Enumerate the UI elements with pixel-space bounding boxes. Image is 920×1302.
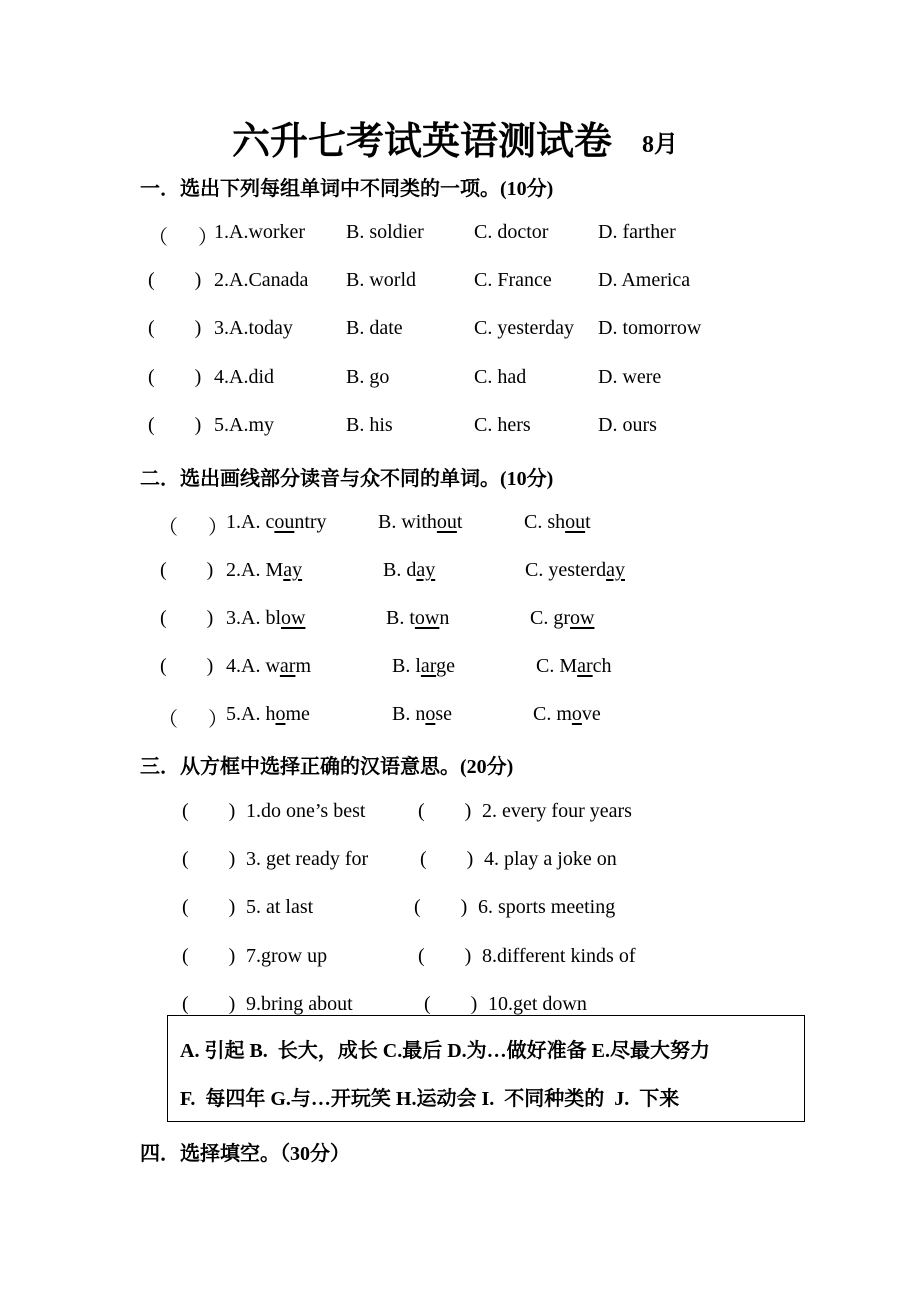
option-c (525, 559, 625, 582)
option-a: 4.A.did (214, 366, 274, 388)
answer-blank: ( ) (182, 896, 236, 918)
option-d: D. America (598, 269, 691, 291)
option-d: D. were (598, 366, 662, 388)
answer-blank: （ ） (158, 709, 228, 731)
underlined-letters: ow (281, 607, 306, 629)
option-a: 5.A.my (214, 414, 274, 436)
phrase: 9.bring about (246, 993, 353, 1015)
underlined-letters: ou (436, 511, 457, 533)
answer-blank: ( ) (148, 269, 202, 291)
word-part: 2.A. M (226, 559, 284, 581)
answer-blank: ( ) (148, 366, 202, 388)
option-b (386, 607, 449, 630)
underlined-letters: ar (279, 655, 296, 677)
word-part: B. n (392, 703, 426, 725)
option-a: 1.A.worker (214, 221, 306, 243)
word-part: t (585, 511, 591, 533)
word-part: 1.A. c (226, 511, 275, 533)
word-part: B. l (392, 655, 421, 677)
answer-blank: ( ) (182, 945, 236, 967)
underlined-letters: ar (577, 655, 593, 677)
answer-blank: ( ) (148, 317, 202, 339)
option-b (378, 511, 462, 534)
option-b (383, 559, 435, 582)
answer-blank: ( ) (420, 848, 474, 870)
option-a (226, 703, 310, 726)
option-d: D. ours (598, 414, 657, 436)
word-part: C. m (533, 703, 572, 725)
answer-blank: ( ) (418, 945, 472, 967)
option-a: 2.A.Canada (214, 269, 309, 291)
option-d: D. farther (598, 221, 676, 243)
word-part: ntry (294, 511, 327, 533)
phrase: 10.get down (488, 993, 587, 1015)
answer-blank: ( ) (182, 993, 236, 1015)
answer-blank: ( ) (182, 800, 236, 822)
underlined-letters: ow (570, 607, 595, 629)
phrase: 3. get ready for (246, 848, 369, 870)
option-b (392, 703, 452, 726)
answer-options-line-2: F. 每四年 G.与…开玩笑 H.运动会 I. 不同种类的 J. 下来 (180, 1088, 680, 1110)
section2-heading: 二．选出画线部分读音与众不同的单词。(10分) (140, 468, 554, 490)
phrase: 8.different kinds of (482, 945, 636, 967)
option-a (226, 511, 327, 534)
option-a: 3.A.today (214, 317, 293, 339)
word-part: n (439, 607, 450, 629)
word-part: se (435, 703, 453, 725)
option-c: C. France (474, 269, 552, 291)
word-part: B. with (378, 511, 437, 533)
option-c: C. hers (474, 414, 531, 436)
word-part: m (295, 655, 311, 677)
underlined-letters: ou (274, 511, 295, 533)
phrase: 2. every four years (482, 800, 632, 822)
answer-blank: ( ) (182, 848, 236, 870)
answer-blank: （ ） (148, 227, 218, 249)
answer-blank: ( ) (424, 993, 478, 1015)
option-b: B. his (346, 414, 393, 436)
phrase: 4. play a joke on (484, 848, 617, 870)
underlined-letters: ay (416, 559, 436, 581)
option-c: C. doctor (474, 221, 549, 243)
answer-blank: ( ) (160, 559, 214, 581)
word-part: t (456, 511, 463, 533)
option-c (524, 511, 591, 534)
option-c (530, 607, 594, 630)
answer-options-line-1: A. 引起 B. 长大，成长 C.最后 D.为…做好准备 E.尽最大努力 (180, 1040, 711, 1062)
word-part: ch (592, 655, 612, 677)
option-c: C. had (474, 366, 527, 388)
word-part: 3.A. bl (226, 607, 281, 629)
option-c (536, 655, 612, 678)
answer-blank: ( ) (160, 607, 214, 629)
underlined-letters: ay (283, 559, 303, 581)
underlined-letters: ar (420, 655, 437, 677)
underlined-letters: ow (414, 607, 440, 629)
option-c: C. yesterday (474, 317, 574, 339)
phrase: 5. at last (246, 896, 314, 918)
phrase: 1.do one’s best (246, 800, 366, 822)
option-b (392, 655, 455, 678)
word-part: 4.A. w (226, 655, 280, 677)
underlined-letters: ay (606, 559, 625, 581)
option-d: D. tomorrow (598, 317, 702, 339)
answer-options-box (167, 1015, 805, 1122)
underlined-letters: o (275, 703, 286, 725)
option-b: B. date (346, 317, 403, 339)
section1-heading: 一．选出下列每组单词中不同类的一项。(10分) (140, 178, 554, 200)
answer-blank: ( ) (160, 655, 214, 677)
option-a (226, 559, 302, 582)
phrase: 6. sports meeting (478, 896, 616, 918)
word-part: C. yesterd (525, 559, 607, 581)
phrase: 7.grow up (246, 945, 328, 967)
option-b: B. soldier (346, 221, 424, 243)
word-part: B. t (386, 607, 415, 629)
answer-blank: ( ) (418, 800, 472, 822)
word-part: C. M (536, 655, 578, 677)
option-a (226, 607, 305, 630)
section4-heading: 四．选择填空。（30分） (140, 1143, 350, 1165)
answer-blank: ( ) (148, 414, 202, 436)
word-part: C. sh (524, 511, 566, 533)
underlined-letters: o (425, 703, 436, 725)
title-month: 8月 (642, 132, 678, 158)
underlined-letters: o (571, 703, 582, 725)
answer-blank: （ ） (158, 517, 228, 539)
word-part: 5.A. h (226, 703, 276, 725)
section3-heading: 三．从方框中选择正确的汉语意思。(20分) (140, 756, 514, 778)
word-part: me (285, 703, 310, 725)
word-part: ge (436, 655, 455, 677)
page-title: 六升七考试英语测试卷 (232, 121, 613, 163)
option-a (226, 655, 311, 678)
underlined-letters: ou (565, 511, 586, 533)
word-part: B. d (383, 559, 417, 581)
word-part: C. gr (530, 607, 570, 629)
option-b: B. world (346, 269, 416, 291)
option-b: B. go (346, 366, 390, 388)
answer-blank: ( ) (414, 896, 468, 918)
option-c (533, 703, 601, 726)
word-part: ve (581, 703, 601, 725)
